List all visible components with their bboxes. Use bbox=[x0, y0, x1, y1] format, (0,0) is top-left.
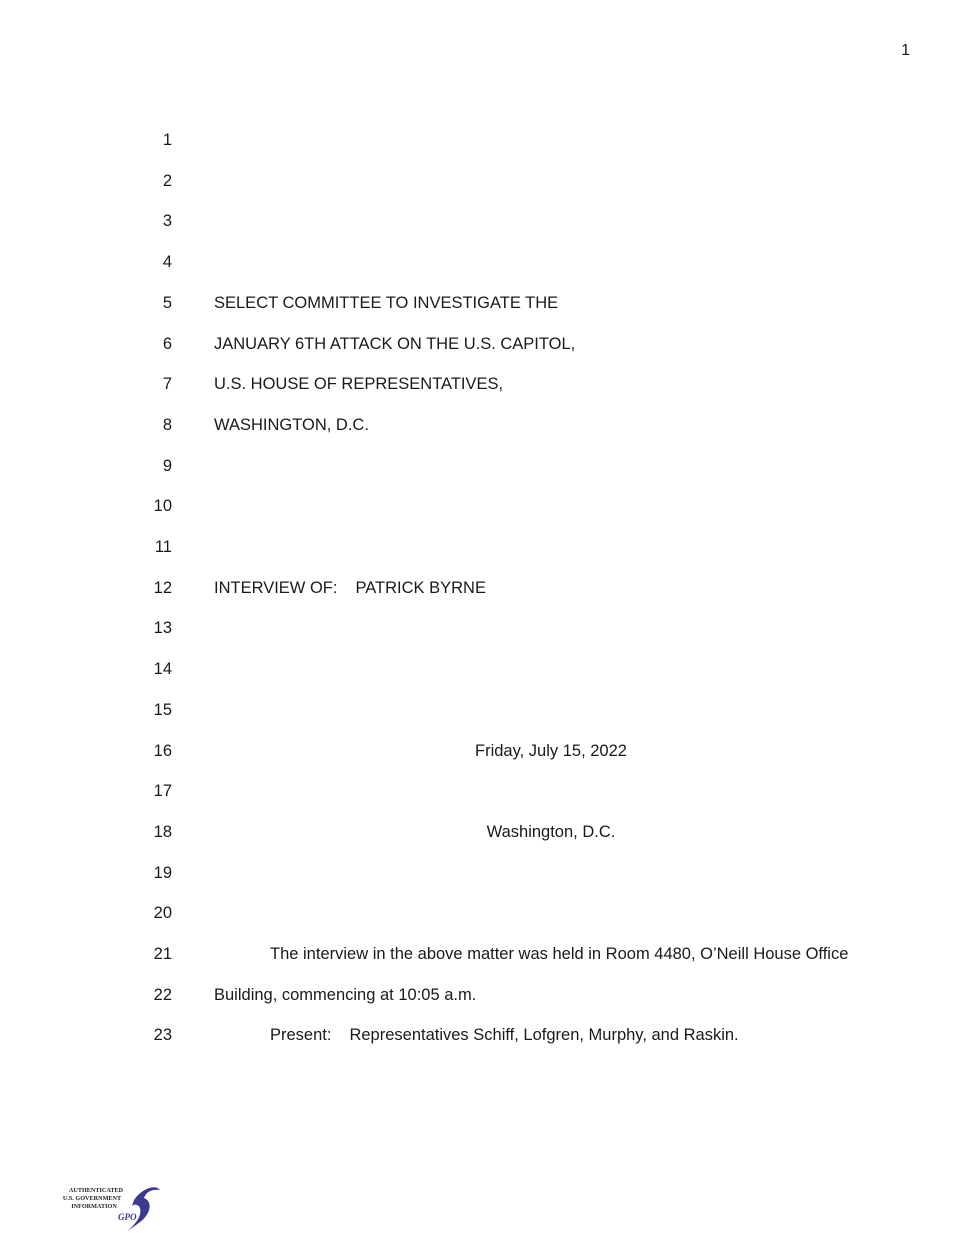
line-number: 14 bbox=[153, 660, 172, 679]
line-number: 7 bbox=[162, 375, 172, 394]
transcript-line bbox=[0, 901, 960, 925]
line-number: 16 bbox=[153, 741, 172, 760]
transcript-line bbox=[0, 169, 960, 193]
line-number: 9 bbox=[162, 456, 172, 475]
transcript-line bbox=[0, 820, 960, 844]
line-label: INTERVIEW OF: bbox=[214, 578, 338, 597]
line-number: 3 bbox=[162, 212, 172, 231]
line-text bbox=[270, 1023, 739, 1047]
transcript-line bbox=[0, 861, 960, 885]
line-number: 19 bbox=[153, 863, 172, 882]
transcript-line bbox=[0, 209, 960, 233]
line-label: Present: bbox=[270, 1026, 332, 1045]
line-value: Representatives Schiff, Lofgren, Murphy, and Raskin. bbox=[349, 1026, 739, 1045]
line-number: 1 bbox=[162, 131, 172, 149]
transcript-line bbox=[0, 372, 960, 396]
gpo-authenticated-seal bbox=[56, 1178, 166, 1236]
line-value: PATRICK BYRNE bbox=[355, 578, 486, 597]
transcript-line bbox=[0, 779, 960, 803]
line-number: 6 bbox=[162, 334, 172, 353]
seal-line-3: INFORMATION bbox=[71, 1203, 117, 1210]
line-text: Washington, D.C. bbox=[486, 822, 616, 841]
transcript-line bbox=[0, 494, 960, 518]
line-text: Friday, July 15, 2022 bbox=[475, 741, 627, 760]
seal-line-1: AUTHENTICATED bbox=[68, 1187, 124, 1194]
line-number: 4 bbox=[162, 253, 172, 272]
transcript-line bbox=[0, 291, 960, 315]
line-text: WASHINGTON, D.C. bbox=[214, 415, 369, 434]
transcript-line bbox=[0, 454, 960, 478]
transcript-line bbox=[0, 332, 960, 356]
transcript-line bbox=[0, 698, 960, 722]
transcript-line bbox=[0, 942, 960, 966]
page-number: 1 bbox=[901, 42, 910, 59]
transcript-line bbox=[0, 576, 960, 600]
transcript-line bbox=[0, 657, 960, 681]
line-number: 20 bbox=[153, 904, 172, 923]
line-number: 11 bbox=[154, 538, 172, 556]
transcript-line bbox=[0, 1023, 960, 1047]
seal-mark: GPO bbox=[118, 1212, 137, 1222]
line-number: 8 bbox=[162, 415, 172, 434]
line-number: 17 bbox=[153, 782, 172, 801]
line-number: 18 bbox=[153, 822, 172, 841]
line-number: 2 bbox=[162, 171, 172, 190]
line-text: The interview in the above matter was held in Room 4480, O’Neill House Office bbox=[270, 945, 849, 963]
line-number: 15 bbox=[153, 700, 172, 719]
line-text bbox=[214, 576, 486, 600]
transcript-line bbox=[0, 250, 960, 274]
transcript-line bbox=[0, 535, 960, 559]
transcript-line bbox=[0, 739, 960, 763]
line-number: 21 bbox=[153, 945, 172, 963]
line-number: 12 bbox=[153, 578, 172, 597]
eagle-icon bbox=[126, 1187, 160, 1232]
transcript-line bbox=[0, 983, 960, 1007]
transcript-line bbox=[0, 128, 960, 152]
line-text: Building, commencing at 10:05 a.m. bbox=[214, 985, 477, 1004]
line-text: JANUARY 6TH ATTACK ON THE U.S. CAPITOL, bbox=[214, 334, 576, 353]
line-text: U.S. HOUSE OF REPRESENTATIVES, bbox=[214, 375, 504, 394]
line-text: SELECT COMMITTEE TO INVESTIGATE THE bbox=[214, 293, 559, 312]
line-number: 22 bbox=[153, 985, 172, 1004]
seal-line-2: U.S. GOVERNMENT bbox=[62, 1195, 122, 1202]
transcript-line bbox=[0, 616, 960, 640]
line-number: 5 bbox=[162, 293, 172, 312]
line-number: 13 bbox=[153, 619, 172, 638]
line-number: 23 bbox=[153, 1026, 172, 1045]
line-number: 10 bbox=[153, 497, 172, 516]
transcript-line bbox=[0, 413, 960, 437]
